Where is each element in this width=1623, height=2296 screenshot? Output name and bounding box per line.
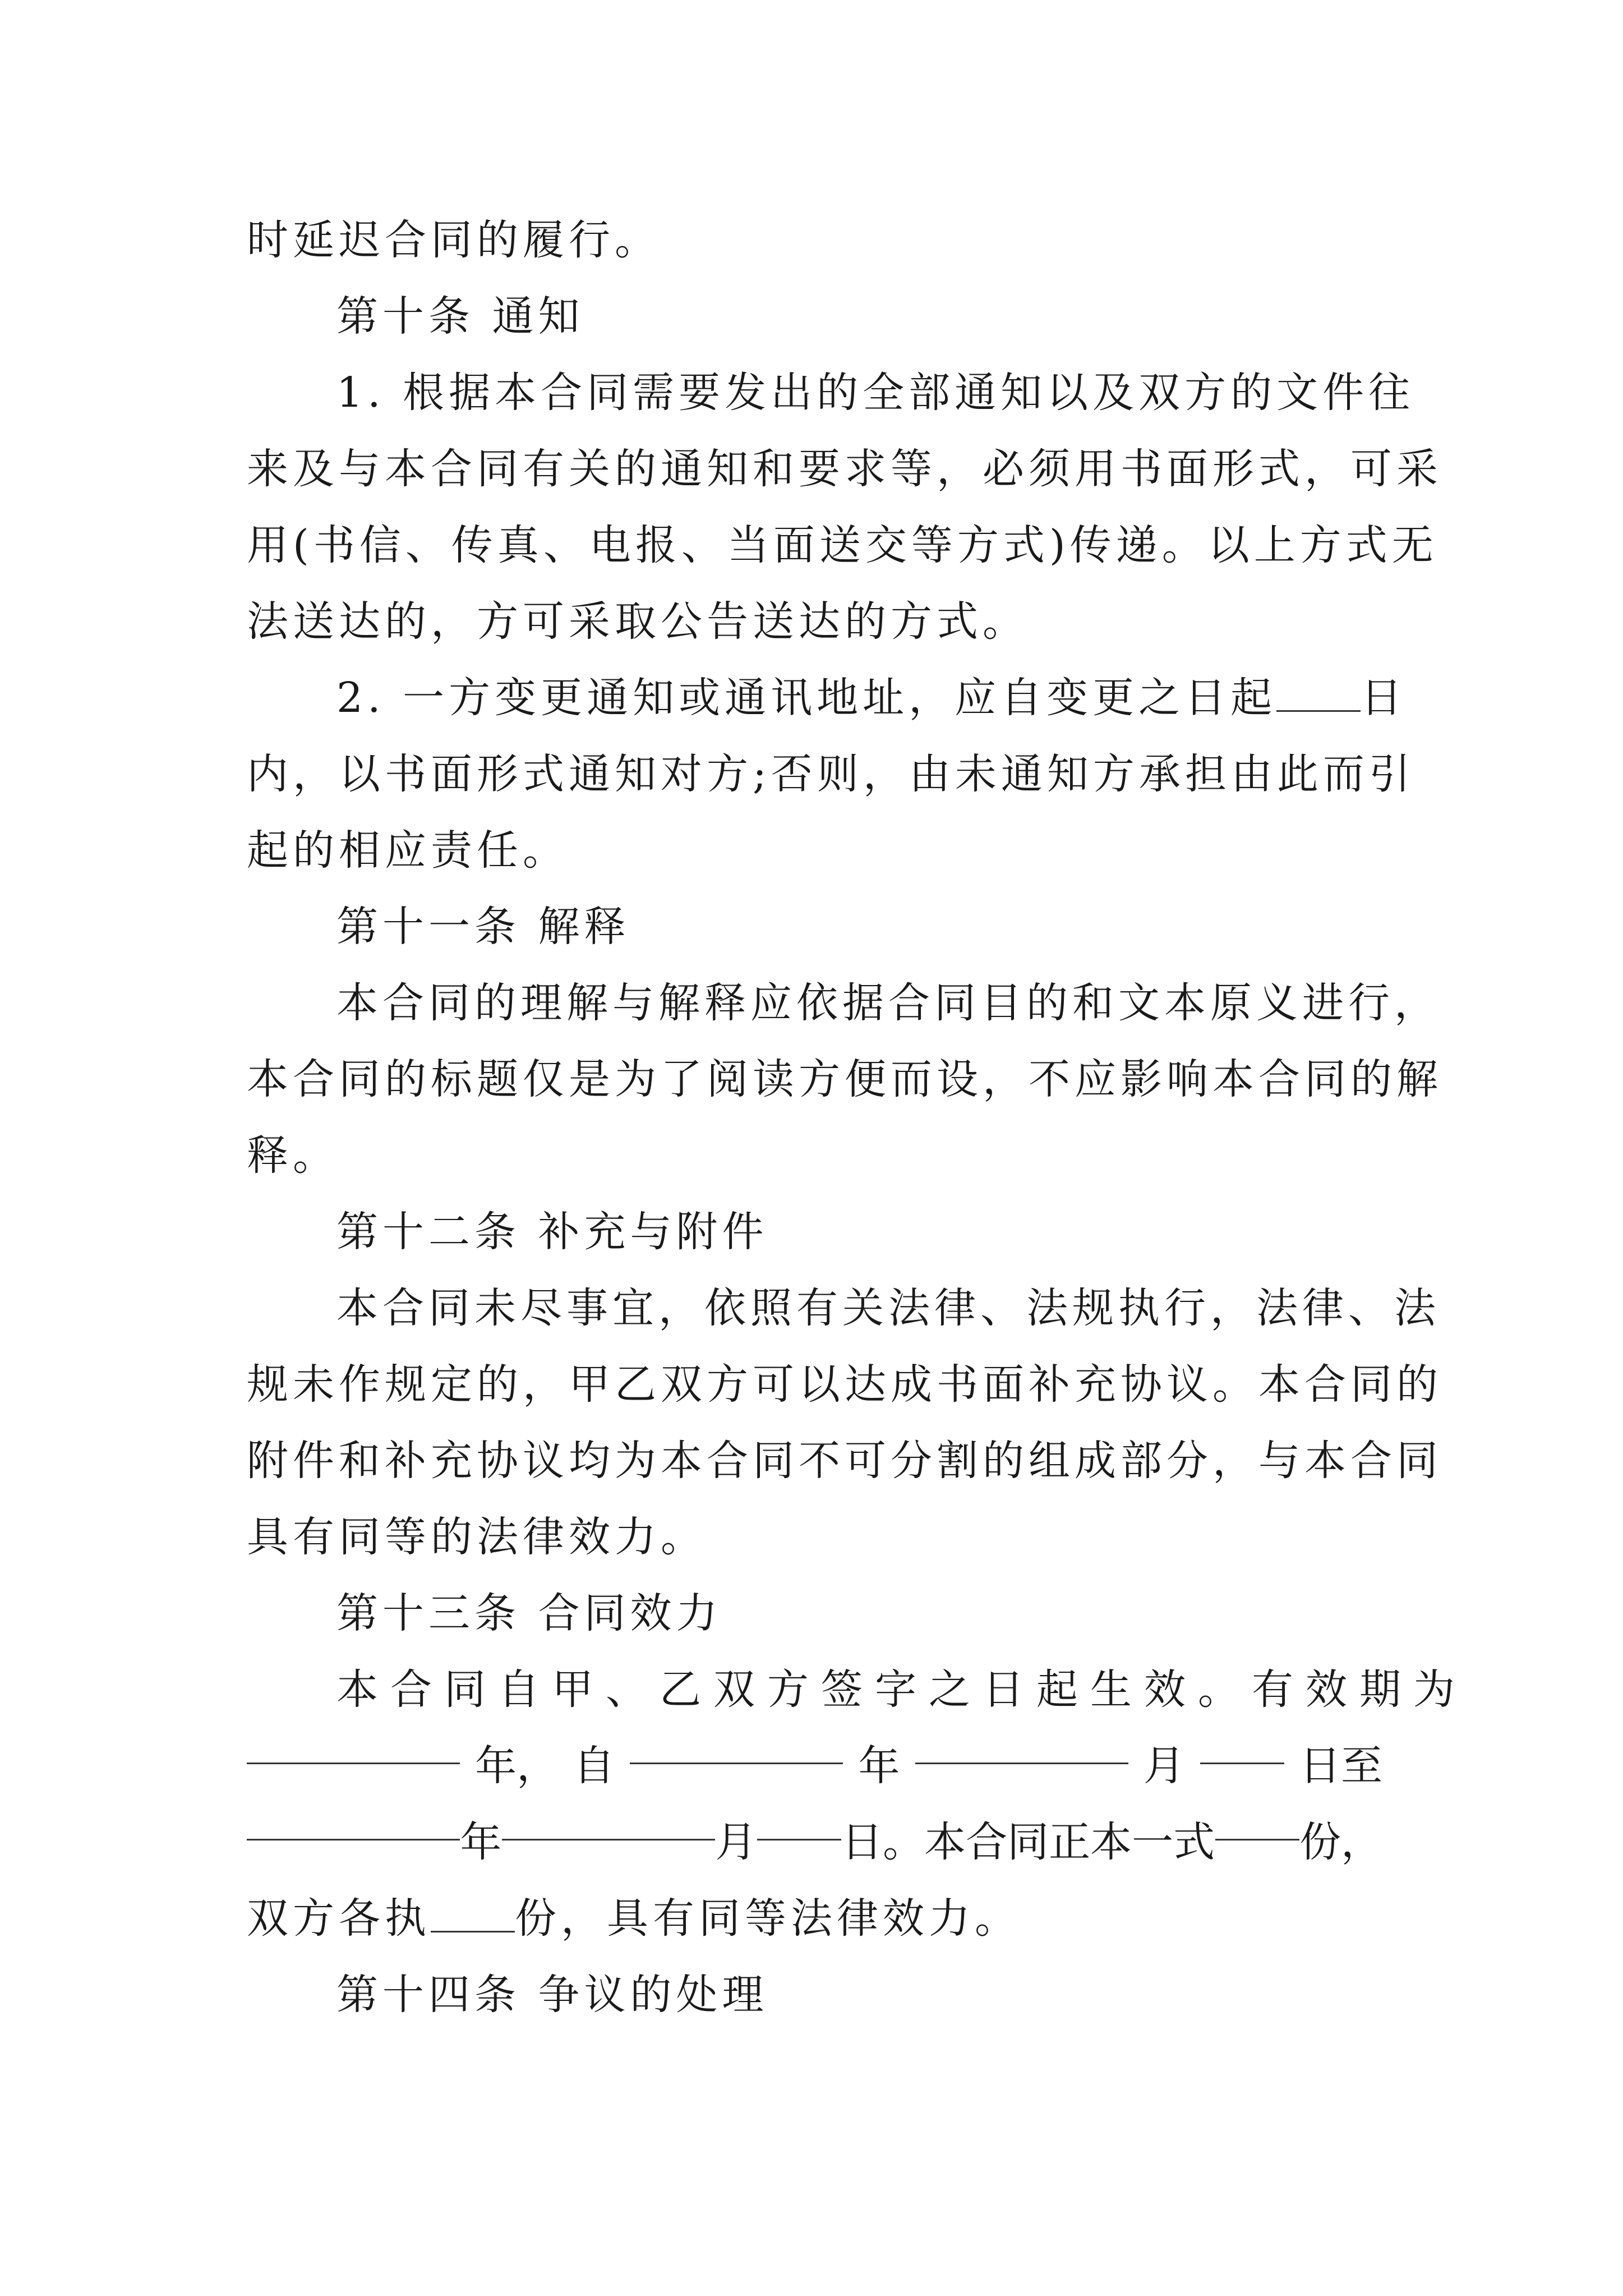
clause-text: 2. 一方变更通知或通讯地址，应自变更之日起	[336, 674, 1277, 722]
article-13-date-line	[247, 1728, 1382, 1804]
fill-in-blank-start-year[interactable]	[630, 1728, 843, 1764]
article-12-heading: 第十二条 补充与附件	[336, 1208, 768, 1256]
article-10-clause-2-line: 起的相应责任。	[247, 826, 569, 875]
article-10-clause-2-line: 内，以书面形式通知对方;否则，由未通知方承担由此而引	[247, 750, 1415, 798]
clause-text: 月	[715, 1818, 757, 1866]
article-10-heading: 第十条 通知	[336, 292, 584, 341]
article-11-line: 本合同的理解与解释应依据合同目的和文本原义进行，	[336, 979, 1440, 1027]
fill-in-blank-end-month[interactable]	[502, 1804, 715, 1841]
clause-text: 年，	[475, 1742, 559, 1790]
document-page	[247, 202, 1467, 2033]
clause-text: 份，具有同等法律效力。	[515, 1894, 1021, 1943]
article-13-line	[247, 1880, 1382, 1957]
article-12-line: 附件和补充协议均为本合同不可分割的组成部分，与本合同	[247, 1437, 1442, 1485]
article-11-heading: 第十一条 解释	[336, 903, 630, 951]
clause-text: 年	[858, 1742, 900, 1790]
article-13-line: 本合同自甲、乙双方签字之日起生效。有效期为	[336, 1665, 1467, 1714]
article-12-line: 本合同未尽事宜，依照有关法律、法规执行，法律、法	[336, 1284, 1440, 1332]
clause-text: 份，	[1299, 1818, 1382, 1866]
article-10-clause-1-line: 来及与本合同有关的通知和要求等，必须用书面形式，可采	[247, 445, 1442, 493]
paragraph-line: 时延迟合同的履行。	[247, 216, 661, 264]
clause-text: 日至	[1299, 1742, 1382, 1790]
clause-text: 年	[460, 1818, 502, 1866]
article-11-line: 释。	[247, 1131, 339, 1180]
clause-text: 日	[1361, 674, 1407, 722]
fill-in-blank-each-party-copies[interactable]	[431, 1896, 515, 1932]
clause-text: 自	[573, 1742, 615, 1790]
article-12-line: 具有同等的法律效力。	[247, 1513, 707, 1561]
fill-in-blank-copies[interactable]	[1215, 1804, 1299, 1841]
article-14-heading: 第十四条 争议的处理	[336, 1971, 768, 2019]
fill-in-blank-days[interactable]	[1276, 675, 1361, 712]
article-10-clause-1-line: 用(书信、传真、电报、当面送交等方式)传递。以上方式无	[247, 521, 1438, 569]
article-13-heading: 第十三条 合同效力	[336, 1589, 722, 1637]
article-10-clause-2-line	[247, 660, 1407, 736]
article-10-clause-1-line: 法送达的，方可采取公告送达的方式。	[247, 597, 1029, 646]
clause-text: 月	[1143, 1742, 1185, 1790]
fill-in-blank-start-month[interactable]	[915, 1728, 1128, 1764]
fill-in-blank-start-day[interactable]	[1200, 1728, 1284, 1764]
article-11-line: 本合同的标题仅是为了阅读方便而设，不应影响本合同的解	[247, 1055, 1442, 1103]
clause-text: 双方各执	[247, 1894, 431, 1943]
clause-text: 日。本合同正本一式	[841, 1818, 1215, 1866]
article-10-clause-1-line: 1. 根据本合同需要发出的全部通知以及双方的文件往	[336, 369, 1415, 417]
fill-in-blank-years[interactable]	[247, 1728, 460, 1764]
article-12-line: 规未作规定的，甲乙双方可以达成书面补充协议。本合同的	[247, 1360, 1442, 1409]
article-13-date-line	[247, 1804, 1382, 1880]
fill-in-blank-end-year[interactable]	[247, 1804, 460, 1841]
fill-in-blank-end-day[interactable]	[757, 1804, 841, 1841]
